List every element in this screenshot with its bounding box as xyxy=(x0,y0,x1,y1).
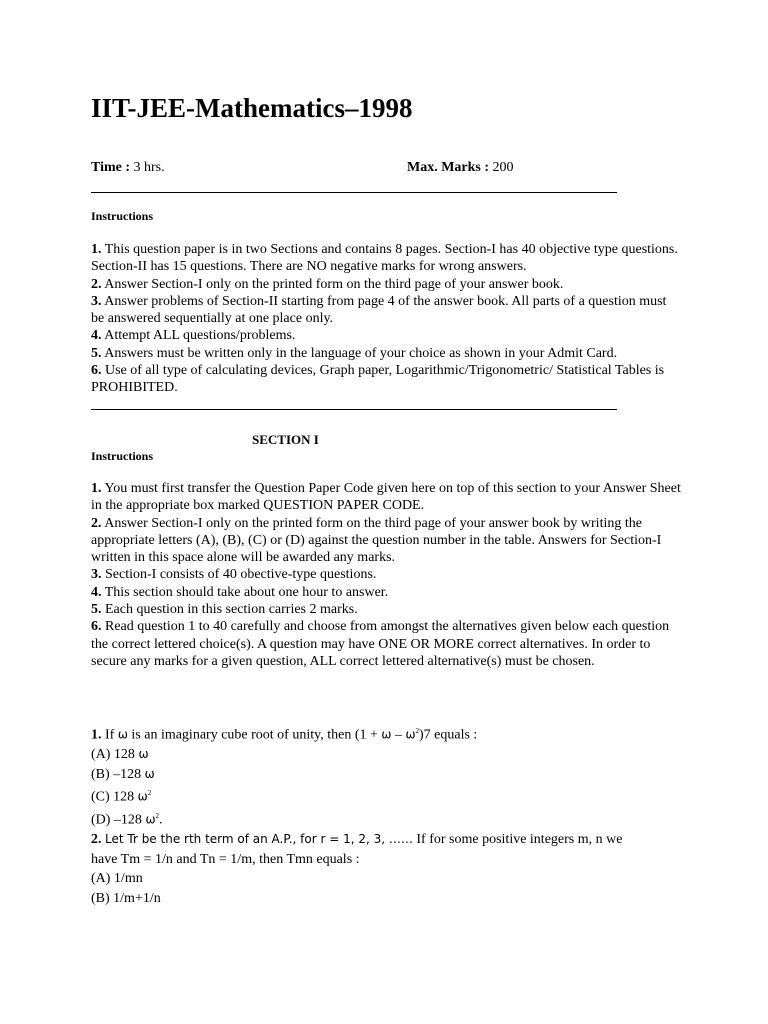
instruction-item: 1. This question paper is in two Sections and contains 8 pages. Section-I has 40 objective type questions. Section-II has 15 questions. There are NO negative marks for wrong answers. xyxy=(91,242,678,275)
time-line xyxy=(91,159,165,177)
section-instructions-heading: Instructions xyxy=(91,449,154,463)
divider-top xyxy=(91,192,617,193)
section-instruction-item: 3. Section-I consists of 40 obective-type questions. xyxy=(91,567,377,583)
paper-title: IIT-JEE-Mathematics–1998 xyxy=(91,93,413,123)
omega-symbol: ω xyxy=(117,727,128,742)
instructions-heading: Instructions xyxy=(91,209,154,223)
question-2 xyxy=(91,830,691,908)
time-value: 3 hrs. xyxy=(133,160,165,175)
section-instruction-item: 2. Answer Section-I only on the printed form on the third page of your answer book by writing the appropriate letters (A), (B), (C) or (D) against the question number in the table. Answers for Section-I written in this space alone will be awarded any marks. xyxy=(91,515,662,566)
marks-line xyxy=(407,159,514,177)
question-1-option-c: (C) 128 $\omega^2$ xyxy=(91,789,152,805)
general-instructions xyxy=(91,241,681,397)
question-1-option-a: (A) 128 ω xyxy=(91,747,149,763)
section-instruction-item: 4. This section should take about one hour to answer. xyxy=(91,584,389,600)
marks-label: Max. Marks : xyxy=(407,160,490,175)
question-2-option-a: (A) 1/mn xyxy=(91,871,143,886)
question-2-stem-line2: have Tm = 1/n and Tn = 1/m, then Tmn equals : xyxy=(91,851,360,867)
instruction-item: 4. Attempt ALL questions/problems. xyxy=(91,328,296,344)
divider-bottom xyxy=(91,409,617,410)
instruction-item: 3. Answer problems of Section-II starting from page 4 of the answer book. All parts of a question must be answered sequentially at one place only. xyxy=(91,293,667,327)
marks-value: 200 xyxy=(492,160,514,175)
time-label: Time : xyxy=(91,160,131,175)
instruction-item: 2. Answer Section-I only on the printed form on the third page of your answer book. xyxy=(91,276,564,292)
question-1-option-d: (D) –128 $\omega^2$. xyxy=(91,812,163,828)
question-2-option-b: (B) 1/m+1/n xyxy=(91,890,161,906)
section-instruction-item: 6. Read question 1 to 40 carefully and choose from amongst the alternatives given below each question the correct lettered choice(s). A question may have ONE OR MORE correct alternatives. In order to secure any marks for a given question, ALL correct lettered alternative(s) must be chosen. xyxy=(91,619,670,669)
section-instructions xyxy=(91,480,681,670)
question-1-stem: 1. If ω is an imaginary cube root of unity, then $(1 + \omega - \omega^2)7$ equals : xyxy=(91,727,478,743)
section-instruction-item: 5. Each question in this section carries 2 marks. xyxy=(91,602,358,618)
section-heading: SECTION I xyxy=(252,432,319,447)
section-instruction-item: 1. You must first transfer the Question Paper Code given here on top of this section to your Answer Sheet in the appropriate box marked QUESTION PAPER CODE. xyxy=(91,481,681,514)
question-2-stem-line1: 2. Let Tr be the rth term of an A.P., for r = 1, 2, 3, …… If for some positive integers m, n we xyxy=(91,832,623,847)
instruction-item: 6. Use of all type of calculating devices, Graph paper, Logarithmic/Trigonometric/ Statistical Tables is PROHIBITED. xyxy=(91,363,665,396)
instruction-item: 5. Answers must be written only in the language of your choice as shown in your Admit Card. xyxy=(91,345,618,361)
question-1 xyxy=(91,722,691,830)
question-1-option-b: (B) –128 ω xyxy=(91,766,155,782)
